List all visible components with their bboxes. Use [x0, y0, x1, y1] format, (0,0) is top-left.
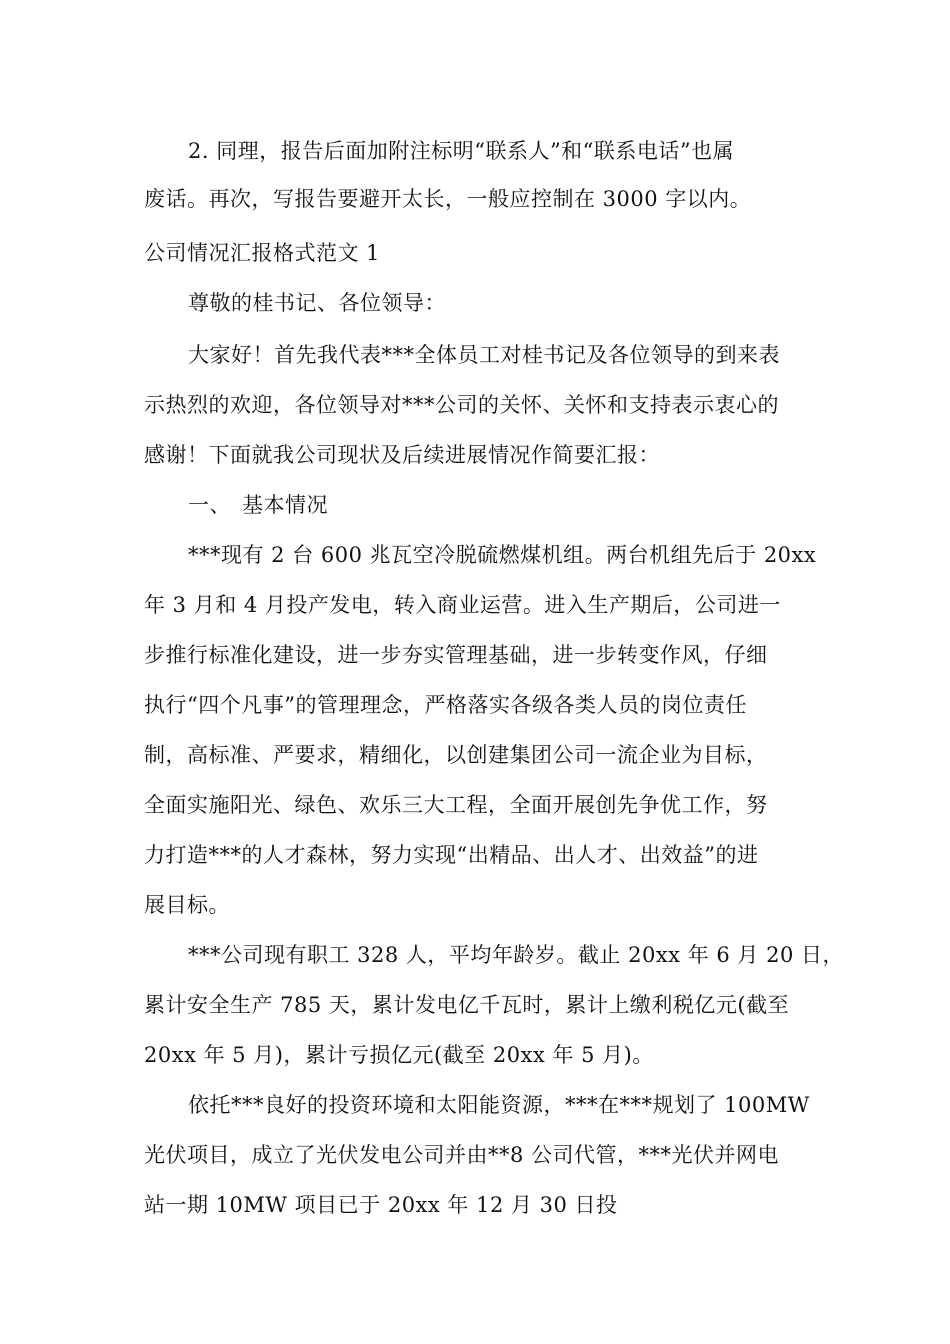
paragraph-line: 力打造***的人才森林，努力实现“出精品、出人才、出效益”的进	[144, 843, 759, 867]
paragraph-line: 感谢！下面就我公司现状及后续进展情况作简要汇报：	[144, 443, 660, 467]
paragraph-line: 示热烈的欢迎，各位领导对***公司的关怀、关怀和支持表示衷心的	[144, 393, 779, 417]
paragraph-line: 依托***良好的投资环境和太阳能资源，***在***规划了 100MW	[188, 1093, 810, 1117]
paragraph-line: 全面实施阳光、绿色、欢乐三大工程，全面开展创先争优工作，努	[144, 793, 768, 817]
paragraph-line: 光伏项目，成立了光伏发电公司并由**8 公司代管，***光伏并网电	[144, 1143, 780, 1167]
section-heading: 公司情况汇报格式范文 1	[144, 241, 381, 265]
paragraph-line: ***现有 2 台 600 兆瓦空冷脱硫燃煤机组。两台机组先后于 20xx	[188, 543, 817, 567]
paragraph-line: 制，高标准、严要求，精细化，以创建集团公司一流企业为目标，	[144, 743, 768, 767]
subsection-heading: 一、 基本情况	[188, 493, 328, 517]
paragraph-line: 累计安全生产 785 天，累计发电亿千瓦时，累计上缴利税亿元(截至	[144, 993, 790, 1017]
paragraph-line: 步推行标准化建设，进一步夯实管理基础，进一步转变作风，仔细	[144, 643, 768, 667]
paragraph-line: ***公司现有职工 328 人，平均年龄岁。截止 20xx 年 6 月 20 日，	[188, 943, 844, 967]
paragraph-line: 执行“四个凡事”的管理理念，严格落实各级各类人员的岗位责任	[144, 693, 747, 717]
salutation: 尊敬的桂书记、各位领导：	[188, 291, 446, 315]
paragraph-line: 20xx 年 5 月)，累计亏损亿元(截至 20xx 年 5 月)。	[144, 1043, 654, 1067]
paragraph-line: 年 3 月和 4 月投产发电，转入商业运营。进入生产期后，公司进一	[144, 593, 781, 617]
paragraph-line: 大家好！首先我代表***全体员工对桂书记及各位领导的到来表	[188, 343, 780, 367]
paragraph-line: 废话。再次，写报告要避开太长，一般应控制在 3000 字以内。	[144, 187, 752, 211]
paragraph-line: 展目标。	[144, 893, 230, 917]
paragraph-line: 站一期 10MW 项目已于 20xx 年 12 月 30 日投	[144, 1193, 618, 1217]
paragraph-line: 2. 同理，报告后面加附注标明“联系人”和“联系电话”也属	[188, 139, 735, 163]
